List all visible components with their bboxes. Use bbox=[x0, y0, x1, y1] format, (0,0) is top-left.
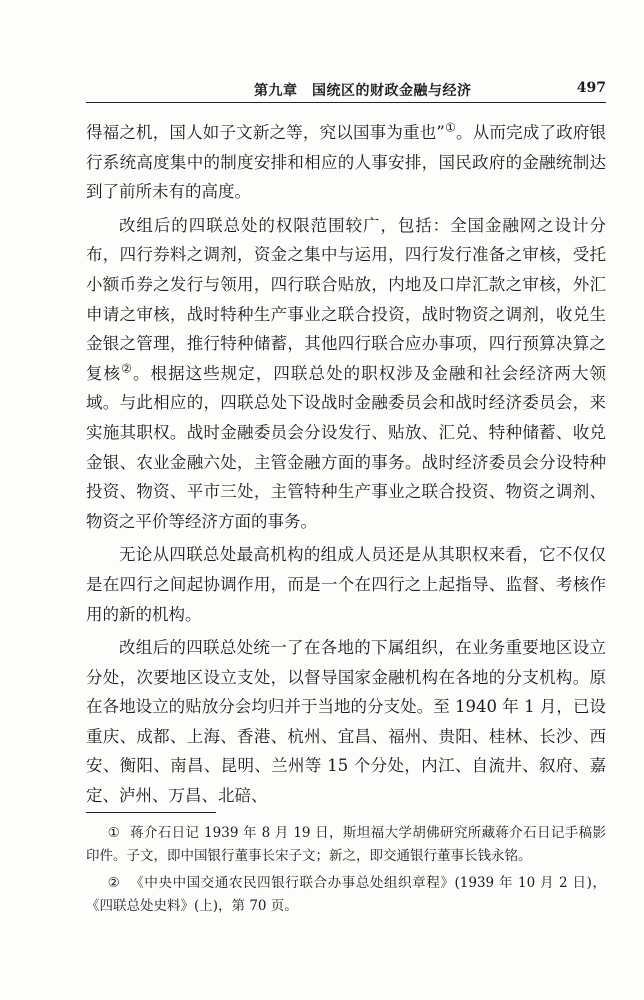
paragraph-1 bbox=[86, 118, 606, 207]
chapter-title: 第九章 国统区的财政金融与经济 bbox=[254, 83, 472, 99]
footnote-1 bbox=[86, 822, 606, 868]
paragraph-2 bbox=[86, 211, 606, 537]
paragraph-3: 无论从四联总处最高机构的组成人员还是从其职权来看，它不仅仅是在四行之间起协调作用，而是一个在四行之上起指导、监督、考核作用的新的机构。 bbox=[86, 545, 606, 624]
footnote-2-text: 《中央中国交通农民四银行联合办事总处组织章程》(1939 年 10 月 2 日)，《四联总处史料》(上)，第 70 页。 bbox=[86, 875, 606, 914]
paragraph-2-text-b: 。根据这些规定，四联总处的职权涉及金融和社会经济两大领域。与此相应的，四联总处下设战时金融委员会和战时经济委员会，来实施其职权。战时金融委员会分设发行、贴放、汇兑、特种储蓄、收兑金银、农业金融六处，主管金融方面的事务。战时经济委员会分设特种投资、物资、平市三处，主管特种生产事业之联合投资、物资之调剂、物资之平价等经济方面的事务。 bbox=[86, 363, 607, 531]
footnote-ref-2: ② bbox=[121, 361, 133, 376]
footnote-ref-1: ① bbox=[444, 120, 457, 135]
footnotes bbox=[86, 822, 606, 922]
paragraph-1-text-b: 。从而完成了政府银行系统高度集中的制度安排和相应的人事安排，国民政府的金融统制达到了前所未有的高度。 bbox=[86, 123, 607, 202]
paragraph-1-text-a: 得福之机，国人如子文新之等，究以国事为重也” bbox=[86, 123, 445, 142]
footnote-1-text: 蒋介石日记 1939 年 8 月 19 日，斯坦福大学胡佛研究所藏蒋介石日记手稿影印件。子文，即中国银行董事长宋子文；新之，即交通银行董事长钱永铭。 bbox=[86, 825, 606, 864]
footnote-1-mark: ① bbox=[107, 825, 121, 841]
footnote-2-mark: ② bbox=[107, 875, 121, 891]
paragraph-4: 改组后的四联总处统一了在各地的下属组织，在业务重要地区设立分处，次要地区设立支处，以督导国家金融机构在各地的分支机构。原在各地设立的贴放分会均归并于当地的分支处。至 1940 年 1 月，已设重庆、成都、上海、香港、杭州、宜昌、福州、贵阳、桂林、长沙、西安、衡阳、南昌、昆明、兰州等 15 个分处，内江、自流井、叙府、嘉定、泸州、万昌、北碚、 bbox=[86, 638, 606, 806]
footnote-2 bbox=[86, 872, 606, 918]
main-text bbox=[86, 118, 606, 815]
page-number: 497 bbox=[576, 80, 606, 96]
footnote-divider bbox=[86, 812, 216, 813]
paragraph-2-text-a: 改组后的四联总处的权限范围较广，包括：全国金融网之设计分布，四行券料之调剂，资金之集中与运用，四行发行准备之审核，受托小额币券之发行与领用，四行联合贴放，内地及口岸汇款之审核，外汇申请之审核，战时特种生产事业之联合投资，战时物资之调剂，收兑生金银之管理，推行特种储蓄，其他四行联合应办事项，四行预算决算之复核 bbox=[86, 215, 606, 383]
running-header bbox=[86, 80, 606, 103]
